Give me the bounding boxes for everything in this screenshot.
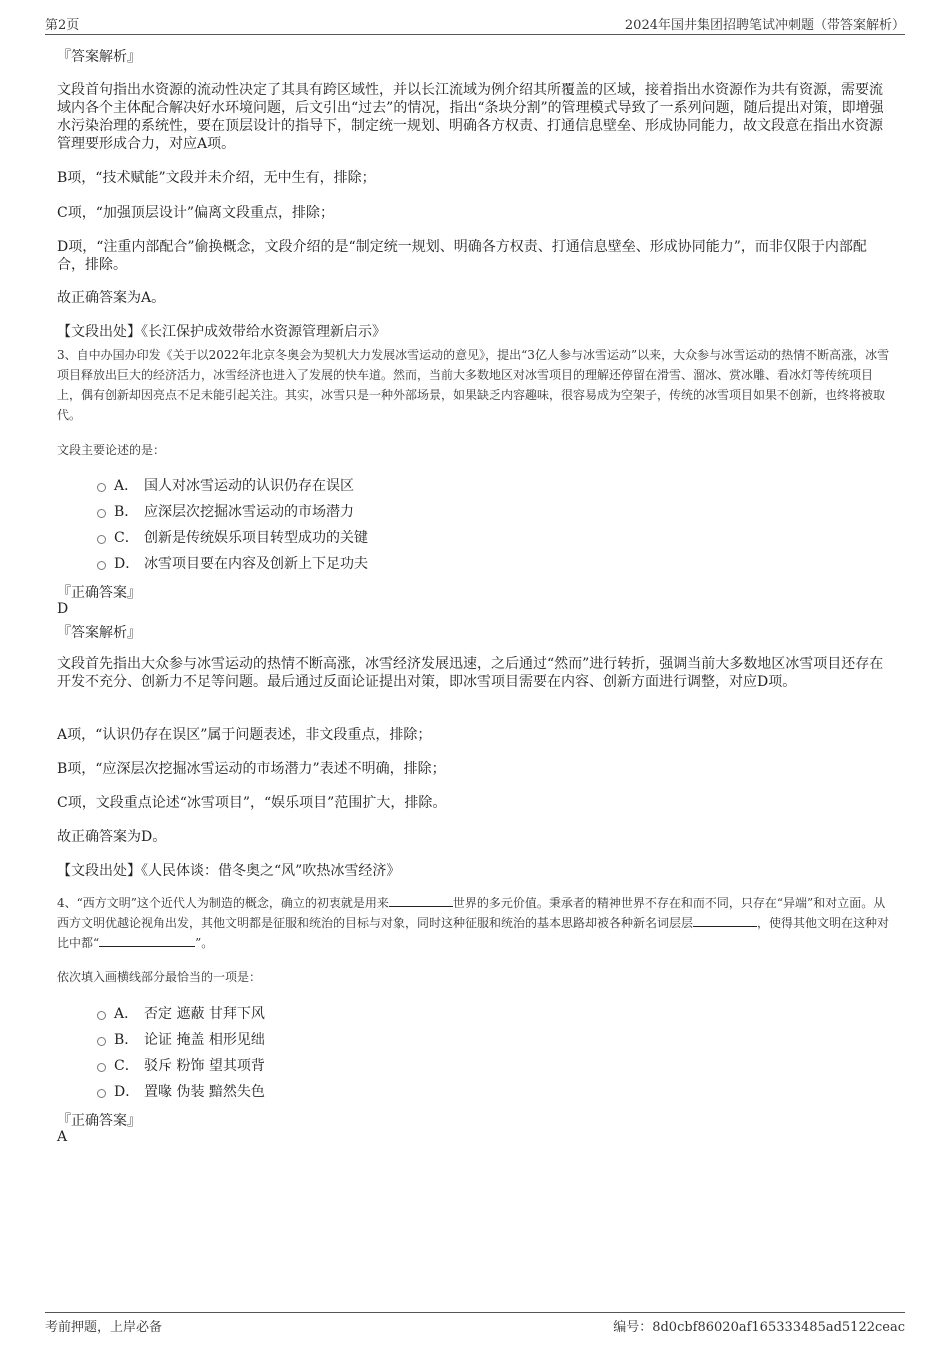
- document-id: 编号：8d0cbf86020af165333485ad5122ceac: [613, 1320, 905, 1335]
- q4-option-a[interactable]: A． 否定 遮蔽 甘拜下风: [97, 1000, 265, 1026]
- q2-analysis-paragraph: 文段首句指出水资源的流动性决定了其具有跨区域性，并以长江流域为例介绍其所覆盖的区域，接着指出水资源作为共有资源，需要流域内各个主体配合解决好水环境问题，后文引出“过去”的情况，指出“条块分割”的管理模式导致了一系列问题，随后提出对策，即增强水污染治理的系统性，要在顶层设计的指导下，制定统一规划、明确各方权责、打通信息壁垒、形成协同能力，故文段意在指出水资源管理要形成合力，对应A项。: [57, 82, 884, 152]
- radio-icon[interactable]: [97, 535, 106, 544]
- page-footer: [45, 1312, 905, 1333]
- q3-option-b[interactable]: B． 应深层次挖掘冰雪运动的市场潜力: [97, 498, 368, 524]
- q4-answer: A: [57, 1129, 68, 1145]
- radio-icon[interactable]: [97, 509, 106, 518]
- q2-option-d-analysis: D项，“注重内部配合”偷换概念，文段介绍的是“制定统一规划、明确各方权责、打通信息壁垒、形成协同能力”，而非仅限于内部配合，排除。: [57, 239, 867, 273]
- q2-source: 【文段出处】《长江保护成效带给水资源管理新启示》: [57, 324, 386, 340]
- q3-analysis-label: 『答案解析』: [57, 625, 141, 641]
- q3-option-d[interactable]: D． 冰雪项目要在内容及创新上下足功夫: [97, 550, 368, 576]
- radio-icon[interactable]: [97, 1063, 106, 1072]
- radio-icon[interactable]: [97, 1089, 106, 1098]
- q2-option-b-analysis: B项，“技术赋能”文段并未介绍，无中生有，排除；: [57, 170, 376, 186]
- q3-answer: D: [57, 601, 69, 617]
- q3-question: 文段主要论述的是：: [57, 443, 166, 457]
- radio-icon[interactable]: [97, 561, 106, 570]
- footer-slogan: 考前押题，上岸必备: [45, 1320, 163, 1335]
- radio-icon[interactable]: [97, 483, 106, 492]
- q4-question: 依次填入画横线部分最恰当的一项是：: [57, 970, 262, 984]
- q4-stem: 4、“西方文明”这个近代人为制造的概念，确立的初衷就是用来 世界的多元价值。秉承者的精神世界不存在和而不同，只存在“异端”和对立面。从西方文明优越论视角出发，其他文明都是征服和统治的目标与对象，同时这种征服和统治的基本思路却被各种新名词层层 ，使得其他文明在这种对比中都“ ”。: [57, 896, 890, 950]
- fill-blank-3: [99, 934, 195, 947]
- q3-analysis-paragraph: 文段首先指出大众参与冰雪运动的热情不断高涨，冰雪经济发展迅速，之后通过“然而”进行转折，强调当前大多数地区冰雪项目还存在开发不充分、创新力不足等问题。最后通过反面论证提出对策，即冰雪项目需要在内容、创新方面进行调整，对应D项。: [57, 656, 884, 690]
- q4-option-b[interactable]: B． 论证 掩盖 相形见绌: [97, 1026, 265, 1052]
- q3-option-a-analysis: A项，“认识仍存在误区”属于问题表述，非文段重点，排除；: [57, 727, 432, 743]
- q2-conclusion: 故正确答案为A。: [57, 290, 166, 306]
- q3-option-c[interactable]: C． 创新是传统娱乐项目转型成功的关键: [97, 524, 368, 550]
- q3-stem: 3、自中办国办印发《关于以2022年北京冬奥会为契机大力发展冰雪运动的意见》，提出“3亿人参与冰雪运动”以来，大众参与冰雪运动的热情不断高涨，冰雪项目释放出巨大的经济活力，冰雪经济也进入了发展的快车道。然而，当前大多数地区对冰雪项目的理解还停留在滑雪、溜冰、赏冰雕、看冰灯等传统项目上，偶有创新却因亮点不足未能引起关注。其实，冰雪只是一种外部场景，如果缺乏内容趣味，很容易成为空架子，传统的冰雪项目如果不创新，也终将被取代。: [57, 348, 890, 422]
- document-title: 2024年国井集团招聘笔试冲刺题（带答案解析）: [624, 18, 905, 33]
- q4-answer-label: 『正确答案』: [57, 1113, 141, 1129]
- q3-conclusion: 故正确答案为D。: [57, 829, 167, 845]
- q2-option-c-analysis: C项，“加强顶层设计”偏离文段重点，排除；: [57, 205, 335, 221]
- q3-options: [97, 472, 368, 576]
- radio-icon[interactable]: [97, 1011, 106, 1020]
- q3-option-c-analysis: C项，文段重点论述“冰雪项目”，“娱乐项目”范围扩大，排除。: [57, 795, 447, 811]
- q3-option-b-analysis: B项，“应深层次挖掘冰雪运动的市场潜力”表述不明确，排除；: [57, 761, 446, 777]
- q3-answer-label: 『正确答案』: [57, 585, 141, 601]
- fill-blank-1: [389, 894, 453, 907]
- q3-option-a[interactable]: A． 国人对冰雪运动的认识仍存在误区: [97, 472, 368, 498]
- q3-source: 【文段出处】《人民体谈：借冬奥之“风”吹热冰雪经济》: [57, 863, 401, 879]
- radio-icon[interactable]: [97, 1037, 106, 1046]
- page-number: 第2页: [45, 18, 80, 33]
- q2-analysis-label: 『答案解析』: [57, 49, 141, 65]
- q4-options: [97, 1000, 265, 1104]
- q4-option-c[interactable]: C． 驳斥 粉饰 望其项背: [97, 1052, 265, 1078]
- page-header: [45, 14, 905, 35]
- fill-blank-2: [693, 914, 757, 927]
- q4-option-d[interactable]: D． 置喙 伪装 黯然失色: [97, 1078, 265, 1104]
